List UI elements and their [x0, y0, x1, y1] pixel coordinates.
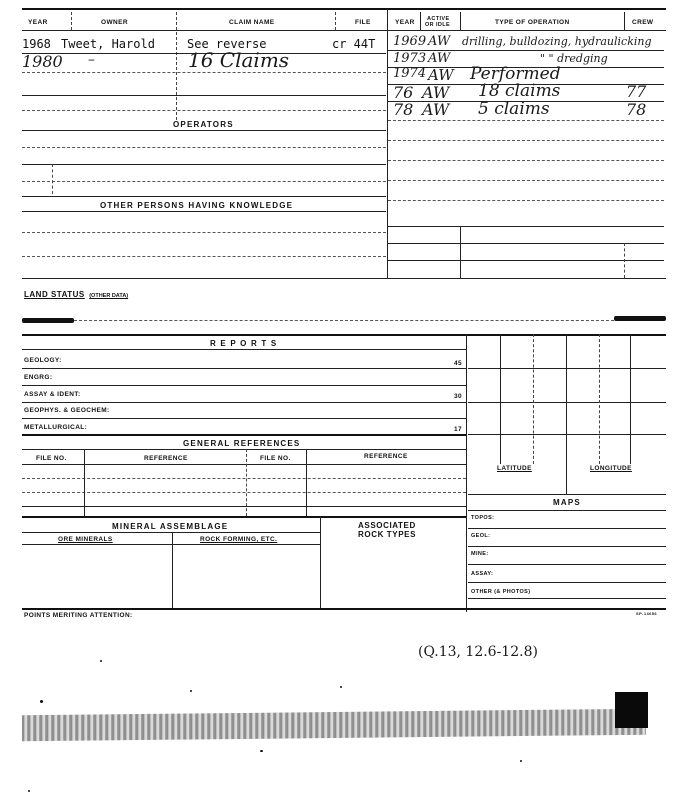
- header-file: FILE: [355, 19, 371, 26]
- longitude-label: LONGITUDE: [590, 465, 632, 472]
- top-border: [22, 8, 666, 10]
- header-claim-name: CLAIM NAME: [229, 19, 275, 26]
- report-geophys-label: GEOPHYS. & GEOCHEM:: [24, 407, 110, 414]
- maps-rule: [468, 546, 666, 547]
- report-metallurgical-label: METALLURGICAL:: [24, 424, 88, 431]
- op-row-4-year: 76: [393, 83, 414, 102]
- right-panel-divider: [466, 334, 467, 612]
- header-year-ops: YEAR: [395, 19, 415, 26]
- ref-file-no-header-2: FILE NO.: [260, 455, 291, 462]
- scan-speck: [28, 790, 30, 792]
- reports-rule: [22, 349, 466, 350]
- scan-speck: [520, 760, 522, 762]
- owner-row-2-owner: –: [88, 52, 95, 68]
- maps-rule: [468, 510, 666, 511]
- general-references-title: GENERAL REFERENCES: [183, 439, 301, 448]
- op-row-3-year: 1974: [393, 66, 427, 81]
- maps-mine-label: MINE:: [471, 551, 489, 557]
- owner-row-rule: [22, 72, 386, 73]
- owner-row-1-claim: See reverse: [187, 37, 267, 51]
- report-engrg-label: ENGRG:: [24, 374, 53, 381]
- op-row-rule: [388, 260, 664, 261]
- operators-line: [22, 147, 386, 148]
- scan-black-block: [615, 692, 648, 728]
- ore-minerals-header: ORE MINERALS: [58, 536, 113, 543]
- op-row-2-year: 1973: [393, 51, 427, 66]
- ref-col: [246, 449, 247, 516]
- op-row-rule: [388, 200, 664, 201]
- grid-col: [500, 334, 501, 464]
- op-col-sep: [624, 243, 625, 278]
- form-number: SP-14656: [636, 611, 657, 616]
- mineral-rule: [22, 544, 320, 545]
- maps-other-label: OTHER (& PHOTOS): [471, 589, 531, 595]
- header-active: ACTIVE: [427, 16, 450, 22]
- scan-speck: [100, 660, 102, 662]
- ref-col: [306, 449, 307, 516]
- report-metallurgical-num: 17: [454, 426, 463, 433]
- scan-bar-right: [614, 316, 666, 321]
- report-rule: [22, 368, 466, 369]
- owner-row-2-claim: 16 Claims: [188, 48, 290, 72]
- op-row-rule: [388, 180, 664, 181]
- op-row-5-type: 5 claims: [478, 99, 550, 119]
- op-row-3-type: Performed: [470, 64, 561, 84]
- operators-title: OPERATORS: [173, 120, 234, 129]
- header-year: YEAR: [28, 19, 48, 26]
- report-geology-num: 45: [454, 360, 463, 367]
- ref-rule: [22, 478, 466, 479]
- points-meriting-attention: POINTS MERITING ATTENTION:: [24, 612, 133, 619]
- owner-row-1-file: cr 44T: [332, 37, 376, 51]
- grid-col: [630, 334, 631, 464]
- ref-rule: [22, 492, 466, 493]
- grid-col: [533, 334, 534, 464]
- scan-speck: [40, 700, 43, 703]
- ref-col: [84, 449, 85, 516]
- general-refs-rule: [22, 449, 466, 450]
- other-persons-rule-top: [22, 196, 386, 197]
- other-persons-line: [22, 256, 386, 257]
- header-owner: OWNER: [101, 19, 128, 26]
- land-status-title: LAND STATUS: [24, 290, 85, 299]
- reports-title: R E P O R T S: [210, 339, 278, 348]
- scan-bar-left: [22, 318, 74, 323]
- op-row-5-active: AW: [422, 100, 450, 119]
- grid-rule: [468, 402, 666, 403]
- ref-reference-header-2: REFERENCE: [364, 453, 408, 460]
- maps-rule: [468, 582, 666, 583]
- handwritten-note: (Q.13, 12.6-12.8): [418, 644, 538, 660]
- bottom-rule: [22, 608, 666, 610]
- ref-rule: [22, 464, 466, 465]
- mineral-top-rule: [22, 516, 466, 518]
- grid-col: [599, 334, 600, 464]
- maps-top-rule: [468, 494, 666, 495]
- general-refs-top-rule: [22, 434, 466, 436]
- op-row-1-type: drilling, bulldozing, hydraulicking: [462, 35, 652, 48]
- scan-speck: [340, 686, 342, 688]
- grid-rule: [468, 368, 666, 369]
- mineral-assemblage-title: MINERAL ASSEMBLAGE: [112, 522, 229, 531]
- maps-rule: [468, 564, 666, 565]
- other-persons-rule: [22, 211, 386, 212]
- rock-forming-header: ROCK FORMING, ETC.: [200, 536, 278, 543]
- op-row-rule: [388, 243, 664, 244]
- report-geology-label: GEOLOGY:: [24, 357, 62, 364]
- col-sep: [624, 12, 625, 30]
- owner-row-1-owner: Tweet, Harold: [61, 37, 155, 51]
- other-persons-line: [22, 232, 386, 233]
- col-sep: [420, 12, 421, 30]
- mineral-col: [320, 516, 321, 608]
- report-rule: [22, 402, 466, 403]
- op-row-4-crew: 77: [626, 82, 647, 101]
- mineral-rule: [22, 532, 320, 533]
- owner-row-2-year: 1980: [22, 52, 63, 71]
- op-row-4-type: 18 claims: [478, 81, 561, 101]
- col-sep: [460, 12, 461, 30]
- maps-topos-label: TOPOS:: [471, 515, 495, 521]
- col-sep: [335, 12, 336, 30]
- op-row-2-type: " " dredging: [540, 52, 608, 65]
- associated-rock-types-2: ROCK TYPES: [358, 530, 417, 539]
- report-rule: [22, 418, 466, 419]
- grid-col: [566, 334, 567, 494]
- report-assay-label: ASSAY & IDENT:: [24, 391, 81, 398]
- ref-file-no-header: FILE NO.: [36, 455, 67, 462]
- header-or-idle: OR IDLE: [425, 22, 451, 28]
- maps-rule: [468, 528, 666, 529]
- owner-row-rule: [22, 95, 386, 96]
- operators-col: [52, 164, 53, 194]
- op-row-1-active: AW: [428, 34, 451, 49]
- land-status-line: [74, 320, 614, 321]
- header-rule: [22, 30, 666, 31]
- maps-geol-label: GEOL:: [471, 533, 491, 539]
- associated-rock-types-1: ASSOCIATED: [358, 521, 416, 530]
- op-row-rule: [388, 140, 664, 141]
- op-row-5-year: 78: [393, 100, 414, 119]
- op-row-3-active: AW: [428, 66, 454, 84]
- maps-title: MAPS: [553, 498, 581, 507]
- owner-row-rule: [22, 110, 386, 111]
- operators-rule: [22, 130, 386, 131]
- reports-top-rule: [22, 334, 666, 336]
- grid-rule: [468, 434, 666, 435]
- main-divider: [387, 8, 388, 278]
- operators-line: [22, 164, 386, 165]
- op-row-rule: [388, 226, 664, 227]
- ref-reference-header: REFERENCE: [144, 455, 188, 462]
- op-row-rule: [388, 160, 664, 161]
- land-status-sub: (OTHER DATA): [89, 293, 129, 299]
- scan-speck: [260, 750, 263, 752]
- header-type-of-operation: TYPE OF OPERATION: [495, 19, 570, 26]
- ref-rule: [22, 506, 466, 507]
- maps-assay-label: ASSAY:: [471, 571, 494, 577]
- report-assay-num: 30: [454, 393, 463, 400]
- maps-rule: [468, 598, 666, 599]
- op-row-2-active: AW: [428, 51, 451, 66]
- latitude-label: LATITUDE: [497, 465, 532, 472]
- op-row-4-active: AW: [422, 83, 450, 102]
- scan-speck: [190, 690, 192, 692]
- op-row-5-crew: 78: [626, 100, 647, 119]
- scan-noise-band: [22, 709, 646, 742]
- operators-line: [22, 181, 386, 182]
- land-status-heading: [24, 284, 128, 302]
- report-rule: [22, 385, 466, 386]
- col-sep: [176, 12, 177, 120]
- other-persons-title: OTHER PERSONS HAVING KNOWLEDGE: [100, 201, 294, 210]
- owner-row-1-year: 1968: [22, 37, 51, 51]
- op-col-sep: [460, 226, 461, 278]
- land-status-rule: [22, 278, 666, 279]
- col-sep: [71, 12, 72, 30]
- op-row-1-year: 1969: [393, 34, 427, 49]
- op-row-rule: [388, 120, 664, 121]
- header-crew: CREW: [632, 19, 654, 26]
